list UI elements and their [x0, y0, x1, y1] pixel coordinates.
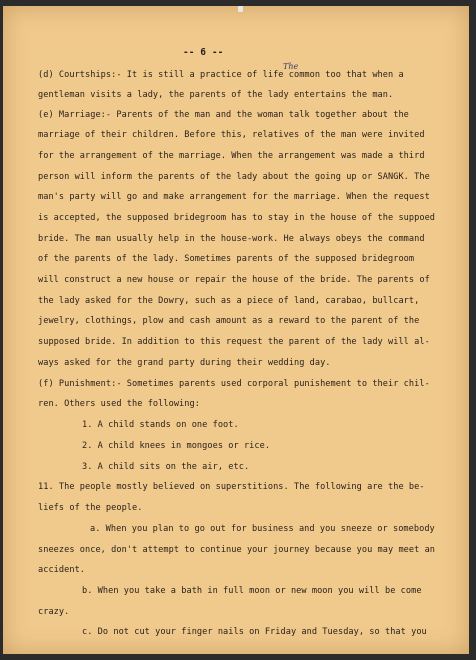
text-line: (d) Courtships:- It is still a practice of life common too that when a: [38, 70, 404, 80]
text-line: for the arrangement of the marriage. When the arrangement was made a third: [38, 151, 425, 161]
text-line: will construct a new house or repair the house of the bride. The parents of: [38, 275, 430, 285]
text-line: supposed bride. In addition to this request the parent of the lady will al-: [38, 337, 430, 347]
text-line: b. When you take a bath in full moon or new moon you will be come: [82, 586, 422, 596]
text-line: c. Do not cut your finger nails on Friday and Tuesday, so that you: [82, 627, 427, 637]
list-item: 2. A child knees in mongoes or rice.: [82, 441, 271, 451]
text-line: (e) Marriage:- Parents of the man and the woman talk together about the: [38, 110, 409, 120]
text-line: is accepted, the supposed bridegroom has to stay in the house of the suppoed: [38, 213, 436, 223]
text-line: a. When you plan to go out for business and you sneeze or somebody: [90, 524, 435, 534]
text-line: sneezes once, don't attempt to continue your journey because you may meet an: [38, 545, 436, 555]
text-line: 11. The people mostly believed on superstitions. The following are the be-: [38, 482, 425, 492]
text-line: accident.: [38, 565, 86, 575]
text-line: jewelry, clothings, plow and cash amount as a reward to the parent of the: [38, 316, 420, 326]
text-line: man's party will go and make arrangement for the marriage. When the request: [38, 192, 430, 202]
text-line: gentleman visits a lady, the parents of the lady entertains the man.: [38, 90, 394, 100]
text-line: (f) Punishment:- Sometimes parents used corporal punishement to their chil-: [38, 379, 430, 389]
text-line: bride. The man usually help in the house-work. He always obeys the command: [38, 234, 425, 244]
text-line: ren. Others used the following:: [38, 399, 200, 409]
text-line: ways asked for the grand party during their wedding day.: [38, 358, 331, 368]
document-page: [3, 6, 469, 654]
text-line: crazy.: [38, 607, 70, 617]
text-line: of the parents of the lady. Sometimes parents of the supposed bridegroom: [38, 254, 415, 264]
text-line: the lady asked for the Dowry, such as a piece of land, carabao, bullcart,: [38, 296, 420, 306]
text-line: liefs of the people.: [38, 503, 143, 513]
list-item: 1. A child stands on one foot.: [82, 420, 239, 430]
page-number: -- 6 --: [183, 47, 224, 58]
text-line: marriage of their children. Before this, relatives of the man were invited: [38, 130, 425, 140]
list-item: 3. A child sits on the air, etc.: [82, 462, 250, 472]
text-line: person will inform the parents of the lady about the going up or SANGK. The: [38, 172, 430, 182]
handwritten-annotation: The: [283, 62, 299, 71]
page-clip-mark: [238, 6, 243, 12]
